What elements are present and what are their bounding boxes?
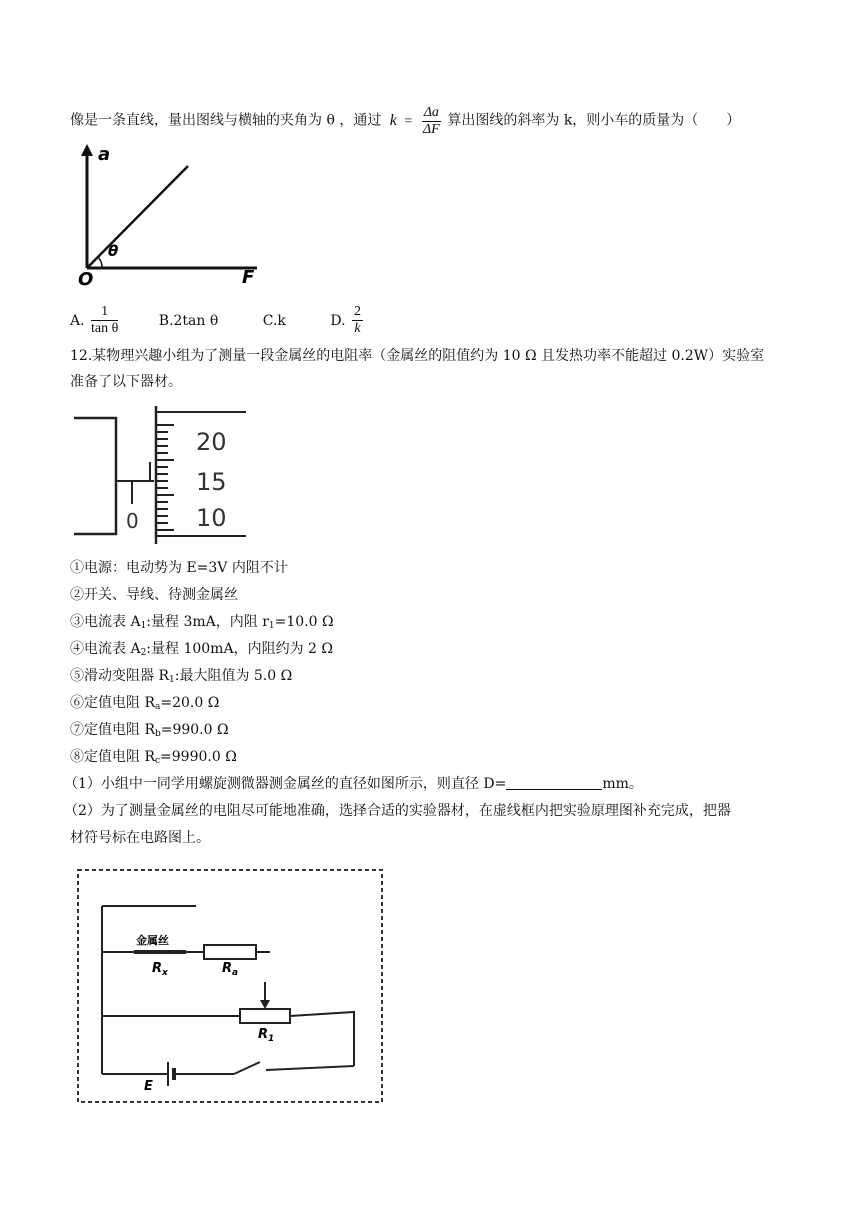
micrometer-zero-label: 0: [126, 509, 139, 533]
r1-label-sub: 1: [268, 1034, 275, 1044]
wire-label: 金属丝: [136, 934, 169, 947]
diameter-answer-blank[interactable]: [506, 775, 602, 790]
item-rb-text-b: =990.0 Ω: [160, 722, 229, 738]
micrometer-label-20: 20: [196, 428, 227, 456]
r1-label-main: R: [258, 1027, 269, 1042]
resistor-ra: [204, 945, 256, 959]
item-r1-text-a: ⑤滑动变阻器 R: [70, 668, 169, 684]
item-a2-sub: 2: [140, 648, 147, 658]
q11-frac-num: Δa: [423, 105, 439, 120]
graph-y-arrow: [81, 144, 93, 156]
item-resistor-rb: [70, 720, 229, 744]
item-a2-text-b: :量程 100mA，内阻约为 2 Ω: [146, 641, 333, 657]
graph-x-label: F: [242, 267, 255, 288]
ra-label-main: R: [222, 961, 233, 976]
item-r1-sub: 1: [169, 675, 175, 685]
rx-label-main: R: [152, 961, 163, 976]
option-d-prefix: D.: [330, 312, 346, 329]
item-switch-wire: ②开关、导线、待测金属丝: [70, 587, 238, 603]
option-c: C.k: [262, 312, 286, 329]
item-ra-text-a: ⑥定值电阻 R: [70, 695, 155, 711]
item-a1-text-b: :量程 3mA，内阻 r: [146, 614, 269, 630]
q11-k-var: k: [389, 111, 397, 129]
graph-angle-label: θ: [108, 242, 119, 260]
a-f-graph: [72, 140, 272, 288]
option-d: [330, 304, 365, 336]
graph-angle-arc: [98, 257, 102, 268]
item-rb-sub: b: [155, 729, 161, 739]
e-label: E: [144, 1079, 153, 1094]
micrometer-sleeve: [74, 418, 116, 534]
item-rc-sub: c: [155, 756, 161, 766]
item-a1-text-c: =10.0 Ω: [274, 614, 334, 630]
q11-frac-den: ΔF: [422, 122, 440, 137]
ra-label: [222, 961, 238, 978]
q12-sub1-text: （1）小组中一同学用螺旋测微器测金属丝的直径如图所示，则直径 D=: [64, 776, 507, 792]
item-ra-sub: a: [155, 702, 161, 712]
rheostat-wire-right: [290, 1012, 354, 1066]
item-a1-sub: 1: [140, 621, 147, 631]
rheostat-slider-arrow: [260, 1000, 270, 1009]
q12-sub1: [64, 774, 643, 794]
item-a1-r-sub: 1: [268, 621, 275, 631]
micrometer-scale-ticks: [156, 425, 174, 530]
option-a: [70, 304, 125, 336]
micrometer-figure: [74, 406, 254, 544]
item-ammeter-a1: [70, 612, 334, 636]
q11-text-after: 算出图线的斜率为 k，则小车的质量为（ ）: [447, 112, 741, 129]
q11-slope-fraction: [422, 105, 441, 138]
q11-options: [70, 304, 365, 337]
item-r1-text-b: :最大阻值为 5.0 Ω: [174, 668, 293, 684]
item-ammeter-a2: [70, 639, 333, 663]
item-rb-text-a: ⑦定值电阻 R: [70, 722, 155, 738]
item-ra-text-b: =20.0 Ω: [160, 695, 220, 711]
q12-line1: 12.某物理兴趣小组为了测量一段金属丝的电阻率（金属丝的阻值约为 10 Ω 且发热功率不能超过 0.2W）实验室: [70, 348, 765, 364]
graph-y-label: a: [98, 144, 111, 165]
item-resistor-ra: [70, 693, 219, 717]
q12-sub1-unit: mm。: [602, 776, 643, 792]
option-a-prefix: A.: [70, 312, 85, 329]
rx-label: [152, 961, 169, 978]
option-a-fraction: [91, 304, 118, 337]
micrometer-label-10: 10: [196, 504, 227, 532]
q11-stem: [70, 104, 740, 137]
item-resistor-rc: [70, 747, 237, 771]
option-d-num: 2: [354, 304, 361, 319]
item-rc-text-b: =9990.0 Ω: [160, 749, 237, 765]
rheostat-r1: [240, 1009, 290, 1023]
rx-label-sub: x: [162, 968, 168, 978]
item-rc-text-a: ⑧定值电阻 R: [70, 749, 155, 765]
circuit-diagram: [74, 866, 390, 1106]
q11-text-before: 像是一条直线，量出图线与横轴的夹角为 θ ，通过: [70, 112, 382, 129]
switch-wire-right: [266, 1066, 354, 1070]
item-power-supply: ①电源：电动势为 E=3V 内阻不计: [70, 560, 288, 576]
q12-line2: 准备了以下器材。: [70, 374, 182, 390]
option-d-fraction: [352, 304, 363, 337]
graph-origin-label: O: [78, 269, 94, 288]
option-b: B.2tan θ: [158, 312, 219, 329]
switch-blade: [234, 1062, 260, 1074]
graph-data-line: [87, 166, 188, 268]
q11-eq: =: [404, 113, 413, 129]
r1-label: [258, 1027, 274, 1044]
q12-sub2-line2: 材符号标在电路图上。: [70, 830, 210, 846]
micrometer-label-15: 15: [196, 468, 227, 496]
item-rheostat-r1: [70, 666, 292, 690]
option-a-den: tan θ: [91, 321, 119, 336]
option-a-num: 1: [91, 304, 118, 321]
q12-sub2-line1: （2）为了测量金属丝的电阻尽可能地准确，选择合适的实验器材，在虚线框内把实验原理图补充完成，把器: [64, 803, 731, 819]
option-d-den: k: [354, 321, 361, 336]
item-a1-text-a: ③电流表 A: [70, 614, 141, 630]
item-a2-text-a: ④电流表 A: [70, 641, 141, 657]
ra-label-sub: a: [232, 968, 239, 978]
